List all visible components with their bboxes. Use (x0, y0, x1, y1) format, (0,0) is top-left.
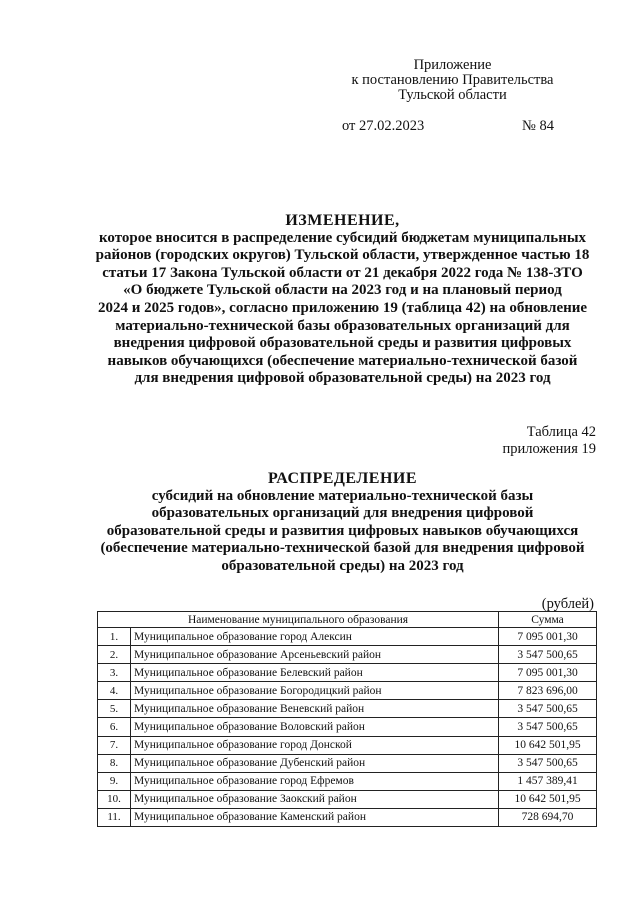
table-reference (503, 424, 596, 458)
table-row (98, 772, 597, 790)
annex-header (330, 58, 575, 103)
change-heading (60, 212, 625, 388)
change-heading-line: «О бюджете Тульской области на 2023 год и на плановый период (123, 282, 562, 299)
column-header-name: Наименование муниципального образования (98, 612, 499, 628)
change-heading-line: 2024 и 2025 годов», согласно приложению 19 (таблица 42) на обновление (97, 299, 588, 316)
row-name: Муниципальное образование Богородицкий район (131, 682, 499, 700)
row-number: 3. (98, 664, 131, 682)
document-date: от 27.02.2023 (342, 118, 425, 134)
table-row (98, 700, 597, 718)
change-heading-line: для внедрения цифровой образовательной среды) на 2023 год (134, 370, 551, 387)
annex-line-3: Тульской области (398, 87, 507, 103)
row-number: 10. (98, 790, 131, 808)
row-name: Муниципальное образование Белевский район (131, 664, 499, 682)
annex-line-1: Приложение (413, 57, 492, 73)
distribution-heading-line: образовательной среды и развития цифровых навыков обучающихся (106, 522, 579, 539)
row-sum: 3 547 500,65 (499, 646, 597, 664)
table-reference-line-2: приложения 19 (502, 441, 596, 457)
distribution-heading-line: субсидий на обновление материально-технической базы (151, 487, 534, 504)
distribution-table (97, 611, 597, 827)
row-sum: 10 642 501,95 (499, 736, 597, 754)
row-number: 9. (98, 772, 131, 790)
distribution-heading-line: образовательных организаций для внедрения цифровой (151, 505, 534, 522)
row-number: 2. (98, 646, 131, 664)
row-name: Муниципальное образование город Донской (131, 736, 499, 754)
row-sum: 7 095 001,30 (499, 628, 597, 646)
change-heading-line: внедрения цифровой образовательной среды и развития цифровых (113, 335, 572, 352)
column-header-sum: Сумма (499, 612, 597, 628)
change-heading-line: материально-технической базы образовательных организаций для (115, 317, 570, 334)
row-number: 7. (98, 736, 131, 754)
row-name: Муниципальное образование Дубенский район (131, 754, 499, 772)
row-number: 6. (98, 718, 131, 736)
row-sum: 7 095 001,30 (499, 664, 597, 682)
change-heading-line: районов (городских округов) Тульской области, утвержденное частью 18 (95, 247, 590, 264)
row-sum: 3 547 500,65 (499, 718, 597, 736)
row-name: Муниципальное образование Заокский район (131, 790, 499, 808)
table-row (98, 808, 597, 826)
table-header-row (98, 612, 597, 628)
row-number: 8. (98, 754, 131, 772)
distribution-title: РАСПРЕДЕЛЕНИЕ (267, 470, 418, 487)
table-row (98, 664, 597, 682)
row-sum: 728 694,70 (499, 808, 597, 826)
distribution-heading-line: (обеспечение материально-технической базой для внедрения цифровой (100, 540, 585, 557)
row-sum: 3 547 500,65 (499, 700, 597, 718)
table-reference-line-1: Таблица 42 (526, 424, 596, 440)
change-heading-line: статьи 17 Закона Тульской области от 21 декабря 2022 года № 138-ЗТО (102, 264, 583, 281)
row-name: Муниципальное образование город Алексин (131, 628, 499, 646)
units-label: (рублей) (541, 596, 594, 612)
row-sum: 10 642 501,95 (499, 790, 597, 808)
table-row (98, 790, 597, 808)
table-row (98, 682, 597, 700)
row-name: Муниципальное образование Арсеньевский район (131, 646, 499, 664)
row-number: 11. (98, 808, 131, 826)
table-row (98, 718, 597, 736)
row-number: 1. (98, 628, 131, 646)
row-number: 5. (98, 700, 131, 718)
change-title: ИЗМЕНЕНИЕ, (285, 212, 400, 229)
row-sum: 1 457 389,41 (499, 772, 597, 790)
table-row (98, 736, 597, 754)
row-sum: 7 823 696,00 (499, 682, 597, 700)
row-number: 4. (98, 682, 131, 700)
table-row (98, 754, 597, 772)
row-sum: 3 547 500,65 (499, 754, 597, 772)
table-row (98, 646, 597, 664)
document-number: № 84 (522, 118, 554, 134)
change-heading-line: навыков обучающихся (обеспечение материально-технической базой (107, 352, 578, 369)
distribution-heading (60, 470, 625, 576)
row-name: Муниципальное образование Каменский район (131, 808, 499, 826)
row-name: Муниципальное образование Воловский район (131, 718, 499, 736)
distribution-heading-line: образовательной среды) на 2023 год (221, 557, 464, 574)
table-row (98, 628, 597, 646)
change-heading-line: которое вносится в распределение субсидий бюджетам муниципальных (98, 229, 587, 246)
annex-line-2: к постановлению Правительства (351, 72, 554, 88)
row-name: Муниципальное образование Веневский район (131, 700, 499, 718)
row-name: Муниципальное образование город Ефремов (131, 772, 499, 790)
